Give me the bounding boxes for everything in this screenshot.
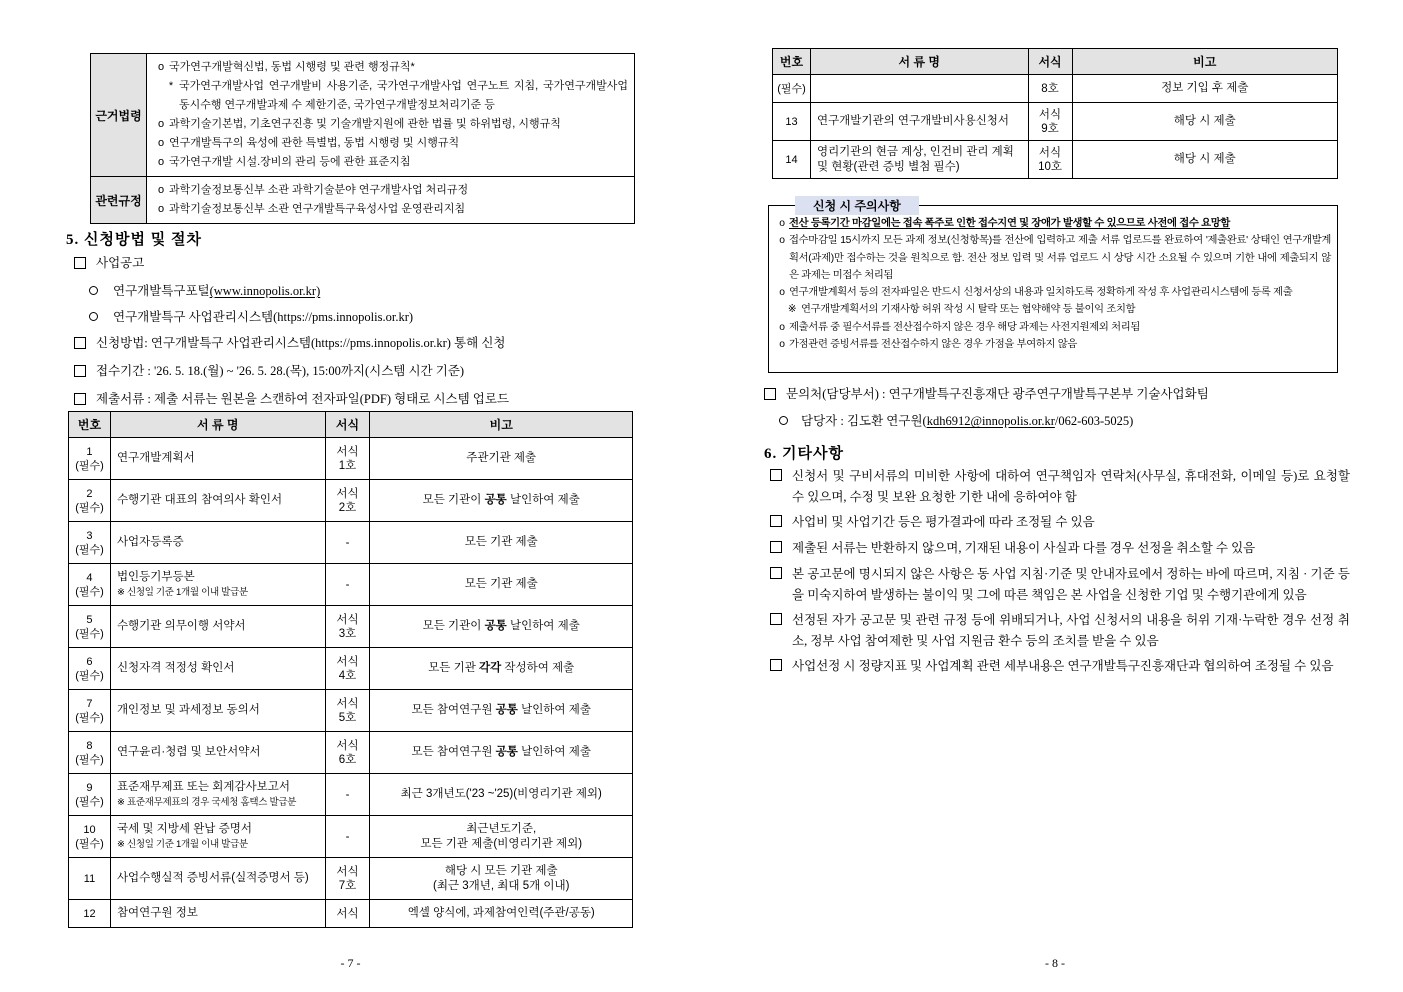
list-item	[770, 610, 1350, 652]
table-row	[69, 816, 633, 858]
list-item-text: 과학기술정보통신부 소관 연구개발특구육성사업 운영관리지침	[169, 203, 466, 215]
cell-remark: 최근년도기준, 모든 기관 제출(비영리기관 제외)	[370, 816, 633, 858]
page-number-8: - 8 -	[1045, 956, 1065, 970]
cell-number: 1 (필수)	[69, 438, 111, 480]
checkbox-icon	[764, 385, 786, 405]
checkbox-icon	[770, 656, 792, 678]
list-item	[74, 254, 646, 274]
table-row	[69, 564, 633, 606]
cell-form: -	[325, 564, 370, 606]
bullet-icon: ※	[787, 304, 797, 316]
cell-doc-name	[810, 75, 1028, 103]
column-header: 서식	[1028, 49, 1072, 75]
list-item-text: 사업선정 시 정량지표 및 사업계획 관련 세부내용은 연구개발특구진흥재단과 협의하여 조정될 수 있음	[792, 659, 1334, 673]
column-header: 서 류 명	[810, 49, 1028, 75]
cell-remark: 모든 참여연구원 공통 날인하여 제출	[370, 690, 633, 732]
cell-number: 10 (필수)	[69, 816, 111, 858]
list-item	[153, 58, 628, 77]
list-item	[775, 284, 1331, 301]
table-row	[69, 900, 633, 928]
cell-form: 서식 10호	[1028, 141, 1072, 179]
list-item	[153, 134, 628, 153]
checkbox-icon	[770, 610, 792, 632]
bullet-icon: o	[779, 321, 785, 333]
list-item	[764, 412, 1348, 430]
list-item-text: 문의처(담당부서) : 연구개발특구진흥재단 광주연구개발특구본부 기술사업화팀	[786, 387, 1209, 401]
list-item	[153, 115, 628, 134]
cell-form: 서식 4호	[325, 648, 370, 690]
column-header: 비고	[370, 412, 633, 438]
legal-basis-label: 근거법령	[91, 54, 147, 177]
cell-form: 서식 9호	[1028, 103, 1072, 141]
list-item-text: 신청서 및 구비서류의 미비한 사항에 대하여 연구책임자 연락처(사무실, 휴대전화, 이메일 등)로 요청할 수 있으며, 수정 및 보완 요청한 기한 내에 응하여야 함	[792, 469, 1350, 504]
section6-list	[770, 466, 1350, 682]
link[interactable]: (www.innopolis.or.kr)	[209, 284, 321, 298]
cell-doc-name: 연구윤리·청렴 및 보안서약서	[110, 732, 325, 774]
notice-list	[769, 206, 1337, 357]
circle-bullet-icon	[89, 308, 113, 326]
cell-remark: 모든 기관 제출	[370, 564, 633, 606]
legal-basis-table	[90, 53, 635, 224]
cell-remark: 주관기관 제출	[370, 438, 633, 480]
list-item-text: 사업공고	[96, 256, 145, 270]
cell-doc-name: 개인정보 및 과세정보 동의서	[110, 690, 325, 732]
column-header: 서식	[325, 412, 370, 438]
cell-remark: 엑셀 양식에, 과제참여인력(주관/공동)	[370, 900, 633, 928]
list-item	[764, 385, 1348, 405]
list-item-text: 연구개발계획서의 기재사항 허위 작성 시 탈락 또는 협약해약 등 불이익 조치함	[801, 304, 1136, 316]
bullet-icon: o	[157, 203, 165, 215]
column-header: 번호	[773, 49, 811, 75]
cell-form: 서식 7호	[325, 858, 370, 900]
list-item	[775, 301, 1331, 318]
list-item-text: 가점관련 증빙서류를 전산접수하지 않은 경우 가점을 부여하지 않음	[789, 339, 1078, 351]
table-row	[69, 606, 633, 648]
cell-number: (필수)	[773, 75, 811, 103]
list-item-text: 담당자 : 김도환 연구원(kdh6912@innopolis.or.kr/062-603-5025)	[801, 414, 1134, 428]
list-item-text: 제출서류 중 필수서류를 전산접수하지 않은 경우 해당 과제는 사전지원제외 처리됨	[789, 321, 1141, 333]
list-item	[153, 77, 628, 115]
circle-bullet-icon	[779, 412, 801, 430]
bullet-icon: o	[157, 137, 165, 149]
cell-remark: 모든 기관 각각 작성하여 제출	[370, 648, 633, 690]
cell-doc-name: 참여연구원 정보	[110, 900, 325, 928]
cell-remark: 해당 시 모든 기관 제출 (최근 3개년, 최대 5개 이내)	[370, 858, 633, 900]
list-item	[153, 181, 628, 200]
section6-heading: 6. 기타사항	[764, 446, 844, 462]
list-item	[775, 336, 1331, 353]
cell-form: -	[325, 816, 370, 858]
table-row	[69, 774, 633, 816]
list-item	[74, 362, 646, 382]
list-item-text: 제출서류 : 제출 서류는 원본을 스캔하여 전자파일(PDF) 형태로 시스템 업로드	[96, 392, 510, 406]
list-item	[74, 334, 646, 354]
cell-doc-name: 영리기관의 현금 계상, 인건비 관리 계획 및 현황(관련 증빙 별첨 필수)	[810, 141, 1028, 179]
list-item-text: 접수마감일 15시까지 모든 과제 정보(신청항목)를 전산에 입력하고 제출 서류 업로드를 완료하여 '제출완료' 상태인 연구개발계획서(과제)만 접수하는 것을 원칙으로 함. 전산 정보 입력 및 서류 업로드 시 상당 시간 소요될 수 있으며 기한 내에 제출되지 않은 과제는 미접수 처리됨	[789, 235, 1331, 281]
cell-number: 4 (필수)	[69, 564, 111, 606]
bullet-icon: o	[779, 235, 785, 247]
list-item-text: 본 공고문에 명시되지 않은 사항은 동 사업 지침·기준 및 안내자료에서 정하는 바에 따르며, 지침 · 기준 등을 미숙지하여 발생하는 불이익 및 그에 따른 책임은 본 사업을 신청한 기업 및 수행기관에게 있음	[792, 567, 1350, 602]
cell-doc-name: 수행기관 대표의 참여의사 확인서	[110, 480, 325, 522]
list-item	[153, 200, 628, 219]
bullet-icon: o	[157, 156, 165, 168]
cell-number: 3 (필수)	[69, 522, 111, 564]
cell-remark: 모든 기관이 공통 날인하여 제출	[370, 480, 633, 522]
cell-number: 6 (필수)	[69, 648, 111, 690]
list-item	[770, 466, 1350, 508]
list-item-text: 국가연구개발혁신법, 동법 시행령 및 관련 행정규칙*	[169, 61, 415, 73]
cell-number: 13	[773, 103, 811, 141]
cell-form: 서식 6호	[325, 732, 370, 774]
cell-doc-name: 법인등기부등본 ※ 신청일 기준 1개월 이내 발급분	[110, 564, 325, 606]
cell-doc-note: ※ 신청일 기준 1개월 이내 발급분	[116, 838, 248, 850]
list-item-text: 국가연구개발사업 연구개발비 사용기준, 국가연구개발사업 연구노트 지침, 국가연구개발사업 동시수행 연구개발과제 수 제한기준, 국가연구개발정보처리기준 등	[179, 80, 628, 111]
cell-number: 9 (필수)	[69, 774, 111, 816]
cell-form: 8호	[1028, 75, 1072, 103]
list-item	[770, 564, 1350, 606]
cell-doc-name: 연구개발계획서	[110, 438, 325, 480]
section5-heading: 5. 신청방법 및 절차	[66, 232, 202, 248]
table-row	[69, 858, 633, 900]
list-item-text: 전산 등록기간 마감일에는 접속 폭주로 인한 접수지연 및 장애가 발생할 수 있으므로 사전에 접수 요망함	[789, 218, 1231, 229]
cell-form: 서식 1호	[325, 438, 370, 480]
list-item-text: 사업비 및 사업기간 등은 평가결과에 따라 조정될 수 있음	[792, 515, 1095, 529]
table-header-row	[69, 412, 633, 438]
checkbox-icon	[770, 564, 792, 586]
cell-form: 서식 5호	[325, 690, 370, 732]
list-item-text: 접수기간 : '26. 5. 18.(월) ~ '26. 5. 28.(목), 15:00까지(시스템 시간 기준)	[96, 364, 465, 378]
cell-form: -	[325, 774, 370, 816]
table-row	[69, 648, 633, 690]
bullet-icon: o	[157, 184, 165, 196]
table-row	[773, 103, 1338, 141]
cell-number: 14	[773, 141, 811, 179]
list-item	[74, 390, 646, 410]
link[interactable]: kdh6912@innopolis.or.kr	[926, 414, 1055, 428]
column-header: 서 류 명	[110, 412, 325, 438]
section5-list	[74, 254, 646, 418]
list-item	[74, 282, 646, 300]
bullet-icon: o	[157, 61, 165, 73]
cell-number: 8 (필수)	[69, 732, 111, 774]
cell-remark: 모든 기관이 공통 날인하여 제출	[370, 606, 633, 648]
column-header: 번호	[69, 412, 111, 438]
list-item-text: 연구개발특구포털(www.innopolis.or.kr)	[113, 284, 321, 298]
list-item	[775, 215, 1331, 232]
cell-number: 5 (필수)	[69, 606, 111, 648]
checkbox-icon	[74, 334, 96, 354]
table-header-row	[773, 49, 1338, 75]
cell-doc-name: 사업자등록증	[110, 522, 325, 564]
cell-doc-name: 표준재무제표 또는 회계감사보고서 ※ 표준재무제표의 경우 국세청 홈택스 발급분	[110, 774, 325, 816]
list-item	[770, 656, 1350, 678]
list-item	[74, 308, 646, 326]
contact-info-list	[764, 385, 1348, 437]
table-row	[773, 75, 1338, 103]
bullet-icon: o	[157, 118, 165, 130]
list-item-text: 선정된 자가 공고문 및 관련 규정 등에 위배되거나, 사업 신청서의 내용을 허위 기재·누락한 경우 선정 취소, 정부 사업 참여제한 및 사업 지원금 환수 등의 조치를 받을 수 있음	[792, 613, 1350, 648]
table-row	[69, 480, 633, 522]
checkbox-icon	[770, 512, 792, 534]
cell-remark: 최근 3개년도('23 ~'25)(비영리기관 제외)	[370, 774, 633, 816]
list-item-text: 과학기술정보통신부 소관 과학기술분야 연구개발사업 처리규정	[169, 184, 469, 196]
circle-bullet-icon	[89, 282, 113, 300]
list-item-text: 과학기술기본법, 기초연구진흥 및 기술개발지원에 관한 법률 및 하위법령, 시행규칙	[169, 118, 561, 130]
submission-documents-table-continued	[772, 48, 1338, 179]
table-row	[69, 522, 633, 564]
list-item	[775, 319, 1331, 336]
related-rules-content	[147, 177, 635, 224]
list-item	[153, 153, 628, 172]
table-row	[69, 438, 633, 480]
list-item-text: 국가연구개발 시설.장비의 관리 등에 관한 표준지침	[169, 156, 411, 168]
notice-box-title: 신청 시 주의사항	[795, 196, 919, 215]
cell-form: 서식 3호	[325, 606, 370, 648]
cell-remark: 해당 시 제출	[1072, 141, 1337, 179]
cell-doc-name: 국세 및 지방세 완납 증명서 ※ 신청일 기준 1개월 이내 발급분	[110, 816, 325, 858]
list-item-text: 연구개발특구의 육성에 관한 특별법, 동법 시행령 및 시행규칙	[169, 137, 460, 149]
cell-remark: 모든 참여연구원 공통 날인하여 제출	[370, 732, 633, 774]
cell-doc-name: 사업수행실적 증빙서류(실적증명서 등)	[110, 858, 325, 900]
checkbox-icon	[770, 538, 792, 560]
cell-number: 11	[69, 858, 111, 900]
list-item-text: 연구개발계획서 등의 전자파일은 반드시 신청서상의 내용과 일치하도록 정확하게 작성 후 사업관리시스템에 등록 제출	[789, 287, 1293, 299]
list-item	[770, 512, 1350, 534]
table-row	[773, 141, 1338, 179]
column-header: 비고	[1072, 49, 1337, 75]
list-item	[770, 538, 1350, 560]
cell-number: 2 (필수)	[69, 480, 111, 522]
bullet-icon: o	[779, 287, 785, 299]
table-row	[69, 690, 633, 732]
cell-remark: 모든 기관 제출	[370, 522, 633, 564]
checkbox-icon	[74, 362, 96, 382]
list-item-text: 제출된 서류는 반환하지 않으며, 기재된 내용이 사실과 다를 경우 선정을 취소할 수 있음	[792, 541, 1256, 555]
cell-number: 12	[69, 900, 111, 928]
checkbox-icon	[74, 390, 96, 410]
checkbox-icon	[74, 254, 96, 274]
table-row	[91, 54, 635, 177]
bullet-icon: o	[779, 218, 785, 229]
application-notice-box	[768, 199, 1338, 373]
bullet-icon: o	[779, 339, 785, 351]
cell-number: 7 (필수)	[69, 690, 111, 732]
cell-form: -	[325, 522, 370, 564]
table-row	[91, 177, 635, 224]
page-number-7: - 7 -	[340, 956, 361, 970]
cell-doc-name: 연구개발기관의 연구개발비사용신청서	[810, 103, 1028, 141]
legal-basis-content	[147, 54, 635, 177]
list-item	[775, 232, 1331, 284]
list-item-text: 신청방법: 연구개발특구 사업관리시스템(https://pms.innopolis.or.kr) 통해 신청	[96, 336, 506, 350]
table-row	[69, 732, 633, 774]
cell-doc-name: 신청자격 적정성 확인서	[110, 648, 325, 690]
cell-doc-note: ※ 신청일 기준 1개월 이내 발급분	[116, 586, 248, 598]
list-item-text: 연구개발특구 사업관리시스템(https://pms.innopolis.or.kr)	[113, 310, 414, 324]
submission-documents-table	[68, 411, 633, 928]
checkbox-icon	[770, 466, 792, 488]
bullet-icon: *	[168, 80, 174, 92]
cell-doc-name: 수행기관 의무이행 서약서	[110, 606, 325, 648]
cell-remark: 정보 기입 후 제출	[1072, 75, 1337, 103]
cell-doc-note: ※ 표준재무제표의 경우 국세청 홈택스 발급분	[116, 796, 297, 808]
cell-remark: 해당 시 제출	[1072, 103, 1337, 141]
cell-form: 서식 2호	[325, 480, 370, 522]
related-rules-label: 관련규정	[91, 177, 147, 224]
cell-form: 서식	[325, 900, 370, 928]
